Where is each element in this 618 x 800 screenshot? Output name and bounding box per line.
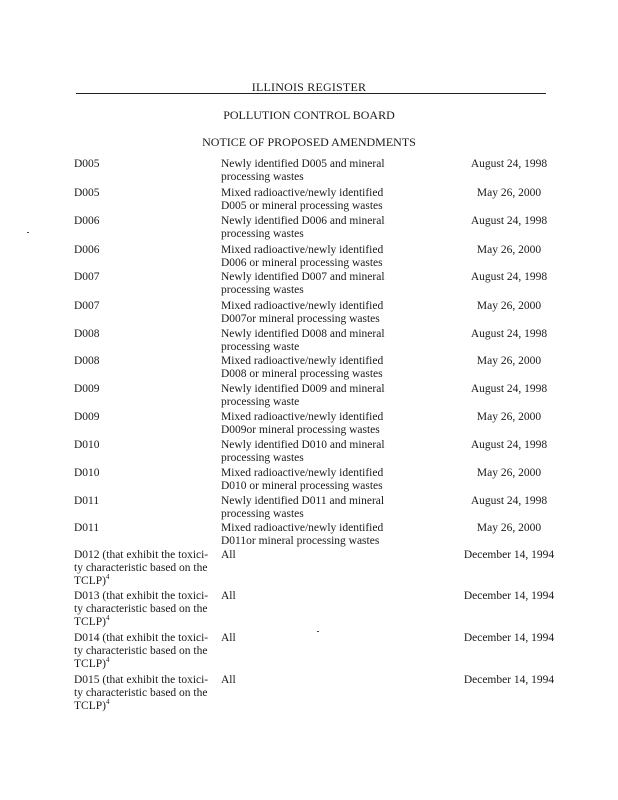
scan-speck xyxy=(27,232,29,233)
waste-code: D008 xyxy=(74,328,100,340)
waste-description: Newly identified D007 and mineral processing wastes xyxy=(221,271,385,296)
effective-date: December 14, 1994 xyxy=(463,674,555,686)
waste-code xyxy=(74,549,214,588)
footnote-marker: 4 xyxy=(105,656,110,665)
waste-code: D011 xyxy=(74,522,100,534)
waste-description: Newly identified D009 and mineral processing waste xyxy=(221,383,385,408)
waste-code: D008 xyxy=(74,355,100,367)
effective-date: December 14, 1994 xyxy=(463,549,555,561)
effective-date: May 26, 2000 xyxy=(476,244,542,256)
footnote-marker: 4 xyxy=(105,573,110,582)
waste-description: All xyxy=(221,632,236,644)
waste-code-text: D014 (that exhibit the toxici-ty characteristic based on the TCLP) xyxy=(74,632,209,670)
effective-date: December 14, 1994 xyxy=(463,632,555,644)
waste-code: D007 xyxy=(74,271,100,283)
waste-code: D009 xyxy=(74,411,100,423)
effective-date: August 24, 1998 xyxy=(470,215,548,227)
waste-description: Newly identified D006 and mineral processing wastes xyxy=(221,215,385,240)
waste-code: D007 xyxy=(74,300,100,312)
effective-date: May 26, 2000 xyxy=(476,355,542,367)
waste-description: All xyxy=(221,590,236,602)
waste-description: Mixed radioactive/newly identified D006 or mineral processing wastes xyxy=(221,244,384,269)
waste-code: D011 xyxy=(74,495,100,507)
effective-date: August 24, 1998 xyxy=(470,495,548,507)
footnote-marker: 4 xyxy=(105,614,110,623)
effective-date: May 26, 2000 xyxy=(476,187,542,199)
register-title: ILLINOIS REGISTER xyxy=(251,80,367,94)
waste-code-text: D013 (that exhibit the toxici-ty characteristic based on the TCLP) xyxy=(74,590,209,628)
waste-code-text: D012 (that exhibit the toxici-ty characteristic based on the TCLP) xyxy=(74,549,209,587)
waste-description: Mixed radioactive/newly identified D009or mineral processing wastes xyxy=(221,411,384,436)
waste-code: D010 xyxy=(74,439,100,451)
waste-code: D010 xyxy=(74,467,100,479)
waste-description: All xyxy=(221,549,236,561)
waste-description: Mixed radioactive/newly identified D008 or mineral processing wastes xyxy=(221,355,384,380)
waste-description: All xyxy=(221,674,236,686)
effective-date: May 26, 2000 xyxy=(476,411,542,423)
effective-date: May 26, 2000 xyxy=(476,522,542,534)
waste-description: Mixed radioactive/newly identified D011or mineral processing wastes xyxy=(221,522,384,547)
effective-date: May 26, 2000 xyxy=(476,467,542,479)
header-rule xyxy=(76,93,546,94)
effective-date: August 24, 1998 xyxy=(470,383,548,395)
footnote-marker: 4 xyxy=(105,698,110,707)
effective-date: August 24, 1998 xyxy=(470,271,548,283)
waste-description: Mixed radioactive/newly identified D010 or mineral processing wastes xyxy=(221,467,384,492)
effective-date: August 24, 1998 xyxy=(470,328,548,340)
effective-date: May 26, 2000 xyxy=(476,300,542,312)
waste-description: Newly identified D005 and mineral processing wastes xyxy=(221,158,385,183)
waste-code-text: D015 (that exhibit the toxici-ty characteristic based on the TCLP) xyxy=(74,674,209,712)
effective-date: December 14, 1994 xyxy=(463,590,555,602)
effective-date: August 24, 1998 xyxy=(470,439,548,451)
notice-title: NOTICE OF PROPOSED AMENDMENTS xyxy=(202,135,416,149)
waste-code: D009 xyxy=(74,383,100,395)
waste-description: Newly identified D010 and mineral processing wastes xyxy=(221,439,385,464)
waste-code xyxy=(74,590,214,629)
waste-code: D006 xyxy=(74,244,100,256)
waste-code: D005 xyxy=(74,187,100,199)
waste-description: Mixed radioactive/newly identified D007or mineral processing wastes xyxy=(221,300,384,325)
waste-code: D006 xyxy=(74,215,100,227)
board-name: POLLUTION CONTROL BOARD xyxy=(223,108,395,122)
waste-description: Newly identified D011 and mineral processing wastes xyxy=(221,495,385,520)
waste-description: Newly identified D008 and mineral processing waste xyxy=(221,328,385,353)
waste-code xyxy=(74,632,214,671)
effective-date: August 24, 1998 xyxy=(470,158,548,170)
waste-description: Mixed radioactive/newly identified D005 or mineral processing wastes xyxy=(221,187,384,212)
waste-code: D005 xyxy=(74,158,100,170)
waste-code xyxy=(74,674,214,713)
